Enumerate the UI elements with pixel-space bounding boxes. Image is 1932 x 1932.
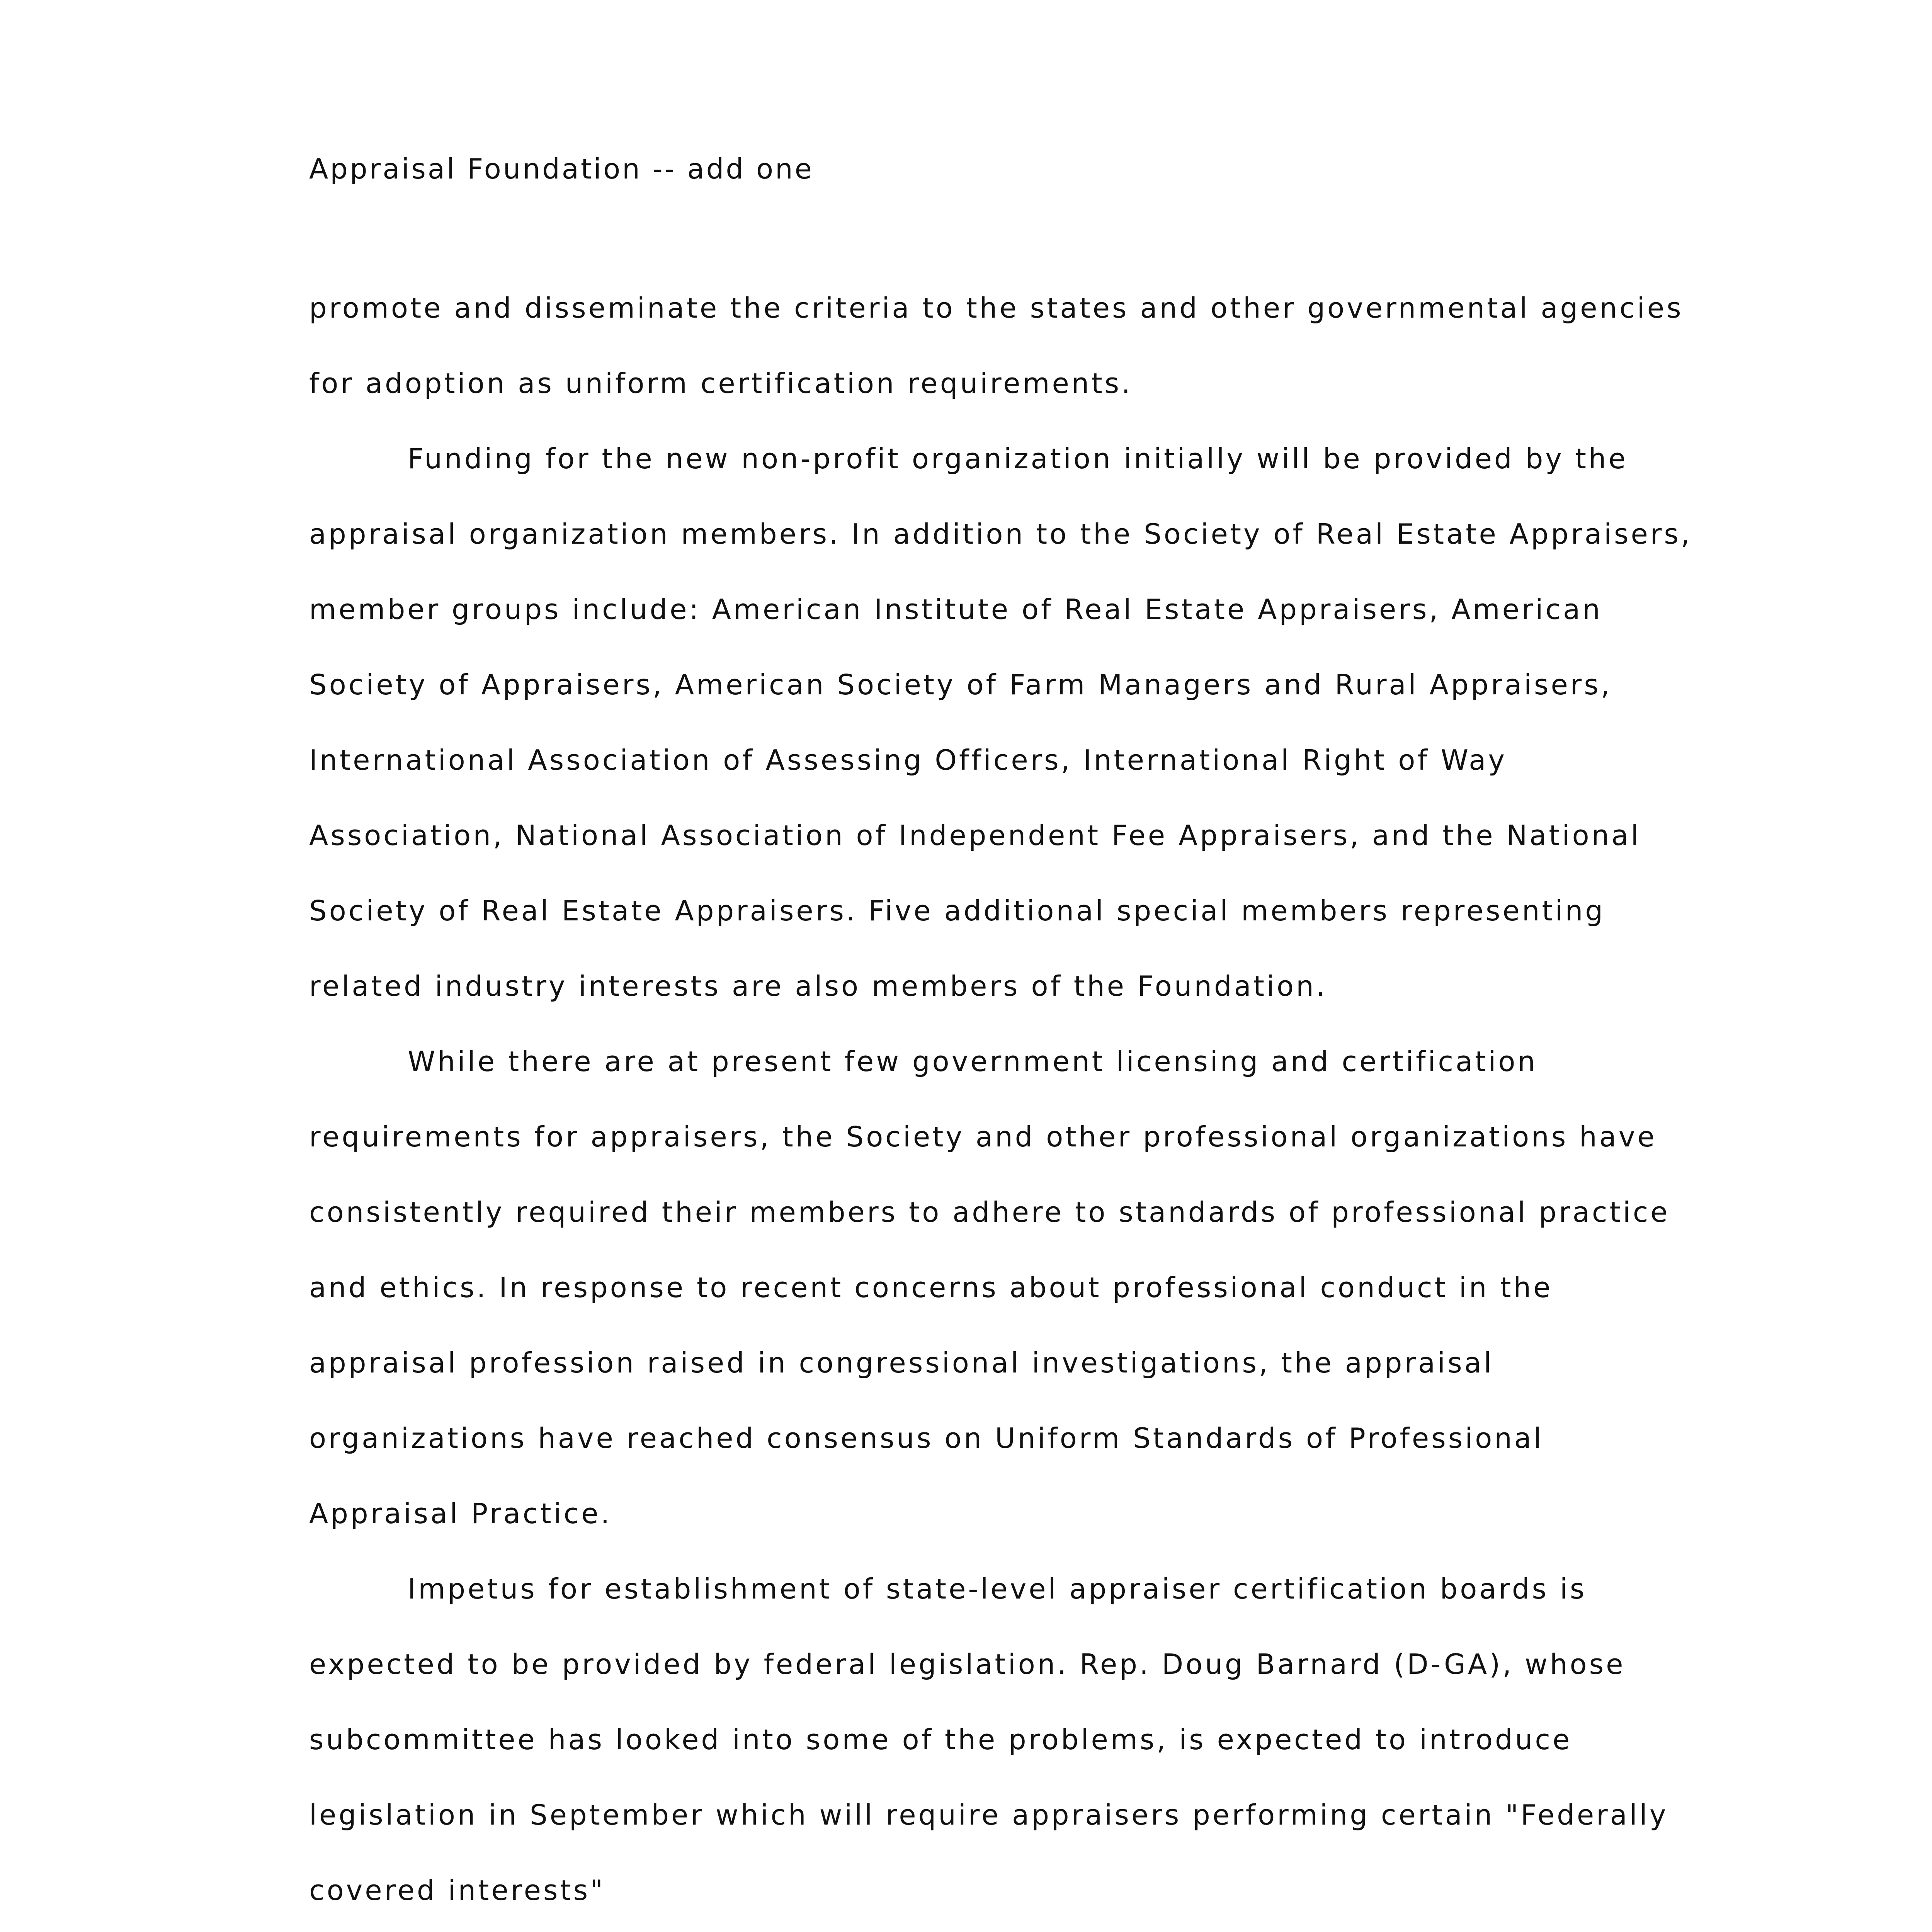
paragraph-4: Impetus for establishment of state-level appraiser certification boards is expected to be provided by federal legislation. Rep. Doug Barnard (D-GA), whose subcommittee has looked into some of the problems, is expected to introduce legislation in September which will require appraisers performing certain "Federally covered interests" bbox=[309, 1573, 1668, 1906]
page-header: Appraisal Foundation -- add one bbox=[309, 153, 814, 185]
paragraph-1: promote and disseminate the criteria to the states and other governmental agencies for adoption as uniform certification requirements. bbox=[309, 292, 1684, 400]
document-body bbox=[309, 270, 1700, 1928]
paragraph-2: Funding for the new non-profit organization initially will be provided by the appraisal organization members. In addition to the Society of Real Estate Appraisers, member groups include: American Institute of Real Estate Appraisers, American Society of Appraisers, American Society of Farm Managers and Rural Appraisers, International Association of Assessing Officers, International Right of Way Association, National Association of Independent Fee Appraisers, and the National Society of Real Estate Appraisers. Five additional special members representing related industry interests are also members of the Foundation. bbox=[309, 442, 1692, 1002]
paragraph-3: While there are at present few government licensing and certification requirements for appraisers, the Society and other professional organizations have consistently required their members to adhere to standards of professional practice and ethics. In response to recent concerns about professional conduct in the appraisal profession raised in congressional investigations, the appraisal organizations have reached consensus on Uniform Standards of Professional Appraisal Practice. bbox=[309, 1045, 1670, 1530]
